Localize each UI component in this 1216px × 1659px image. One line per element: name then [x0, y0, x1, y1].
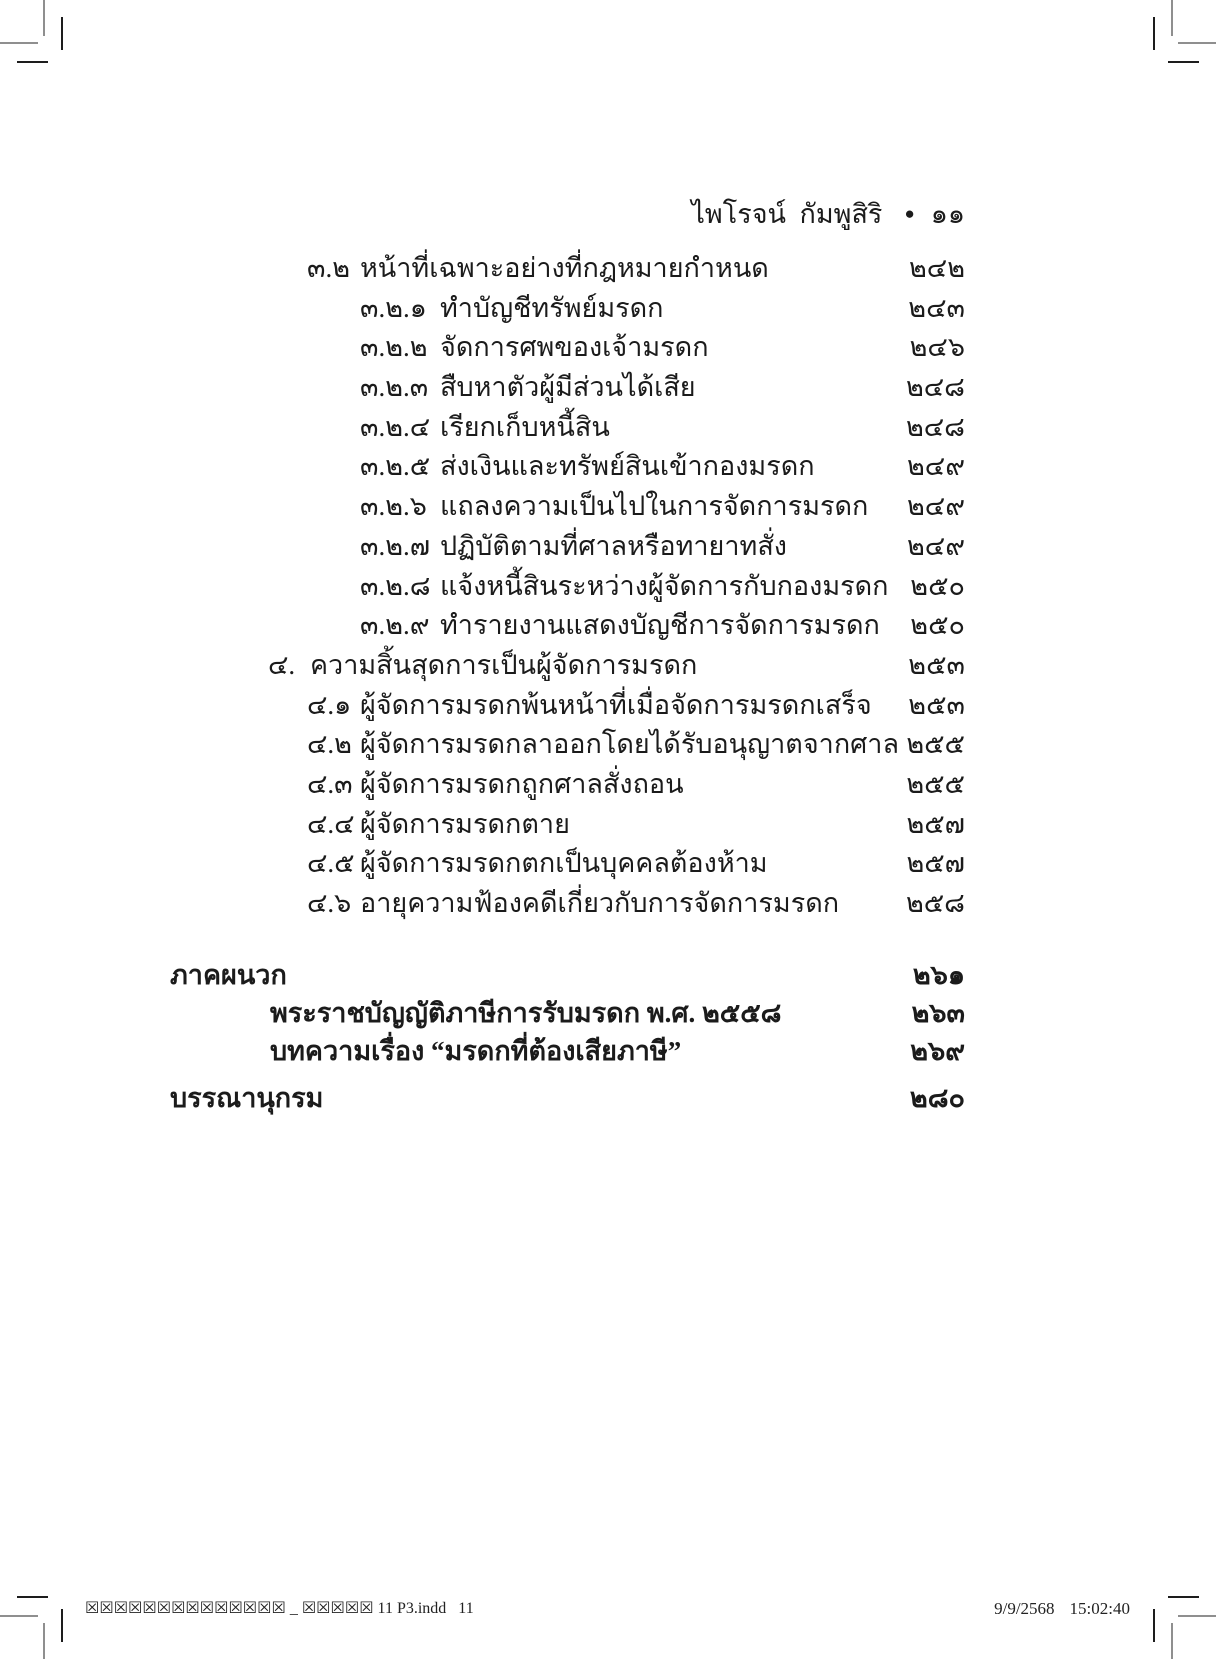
toc-entry-label: แจ้งหนี้สินระหว่างผู้จัดการกับกองมรดก: [440, 570, 889, 601]
toc-list: [170, 249, 965, 924]
back-matter-page: ๒๖๙: [910, 1036, 965, 1066]
toc-entry-label: เรียกเก็บหนี้สิน: [440, 411, 610, 442]
toc-entry-number: ๓.๒: [307, 253, 351, 283]
toc-row: [170, 686, 965, 726]
toc-row: [170, 884, 965, 924]
crop-mark-top-left: [61, 17, 63, 50]
toc-entry-label: ผู้จัดการมรดกถูกศาลสั่งถอน: [360, 768, 684, 799]
toc-entry-page: ๒๔๖: [909, 332, 965, 363]
toc-entry-label: ทำบัญชีทรัพย์มรดก: [440, 292, 664, 323]
crop-mark-bottom-right: [1168, 1596, 1199, 1598]
toc-entry-page: ๒๔๙: [906, 530, 965, 561]
back-matter-page: ๒๖๑: [912, 960, 965, 990]
toc-entry-number: ๔.๔: [307, 808, 355, 839]
back-matter-list: [170, 956, 965, 1117]
toc-entry-page: ๒๔๘: [905, 411, 965, 442]
toc-entry-page: ๒๕๓: [908, 689, 965, 720]
toc-entry-page: ๒๕๗: [906, 808, 965, 839]
print-slug-datetime: [0, 1598, 1130, 1620]
toc-entry-label: ผู้จัดการมรดกตาย: [360, 808, 570, 839]
toc-entry-label: สืบหาตัวผู้มีส่วนได้เสีย: [440, 372, 696, 403]
toc-entry-label: ผู้จัดการมรดกพ้นหน้าที่เมื่อจัดการมรดกเสร็จ: [360, 689, 872, 720]
crop-mark-bottom-right: [1178, 1615, 1216, 1617]
toc-entry-page: ๒๕๕: [906, 768, 965, 799]
crop-mark-top-right: [1171, 0, 1173, 36]
toc-entry-label: ปฏิบัติตามที่ศาลหรือทายาทสั่ง: [440, 530, 787, 561]
toc-entry-number: ๓.๒.๑: [360, 292, 427, 323]
back-matter-row: [170, 1032, 965, 1070]
toc-entry-page: ๒๕๐: [910, 610, 965, 641]
toc-entry-page: ๒๕๗: [906, 848, 965, 879]
bullet-icon: ●: [904, 204, 915, 223]
toc-entry-page: ๒๔๘: [905, 372, 965, 403]
toc-entry-number: ๔.๓: [307, 768, 353, 799]
toc-entry-page: ๒๕๐: [910, 570, 965, 601]
crop-mark-top-left: [17, 61, 48, 63]
crop-mark-bottom-right: [1153, 1609, 1155, 1642]
toc-entry-page: ๒๔๒: [908, 253, 965, 283]
toc-entry-label: แถลงความเป็นไปในการจัดการมรดก: [440, 491, 869, 522]
print-time: 15:02:40: [1069, 1599, 1130, 1618]
toc-row: [170, 408, 965, 448]
back-matter-label: บทความเรื่อง “มรดกที่ต้องเสียภาษี”: [270, 1036, 682, 1066]
author-name: ไพโรจน์ กัมพูสิริ: [691, 199, 883, 229]
toc-entry-number: ๓.๒.๓: [360, 372, 429, 403]
toc-entry-label: ส่งเงินและทรัพย์สินเข้ากองมรดก: [440, 451, 815, 482]
toc-entry-label: ผู้จัดการมรดกลาออกโดยได้รับอนุญาตจากศาล: [360, 729, 900, 760]
back-matter-label: บรรณานุกรม: [170, 1083, 324, 1113]
toc-row: [170, 725, 965, 765]
toc-entry-number: ๓.๒.๗: [360, 530, 431, 561]
crop-mark-top-right: [1168, 61, 1199, 63]
toc-entry-label: หน้าที่เฉพาะอย่างที่กฎหมายกำหนด: [360, 253, 769, 283]
toc-entry-number: ๓.๒.๙: [360, 610, 430, 641]
toc-entry-number: ๓.๒.๘: [360, 570, 431, 601]
toc-entry-number: ๓.๒.๕: [360, 451, 431, 482]
print-date: 9/9/2568: [994, 1599, 1055, 1618]
back-matter-page: ๒๖๓: [911, 998, 965, 1028]
toc-row: [170, 447, 965, 487]
toc-entry-page: ๒๕๕: [906, 729, 965, 760]
toc-entry-page: ๒๕๘: [905, 888, 965, 918]
toc-row: [170, 765, 965, 805]
back-matter-row: [170, 956, 965, 994]
back-matter-row: [170, 1079, 965, 1117]
toc-entry-number: ๓.๒.๒: [360, 332, 428, 363]
toc-entry-label: ความสิ้นสุดการเป็นผู้จัดการมรดก: [310, 649, 698, 680]
crop-mark-top-left: [0, 42, 38, 44]
toc-row: [170, 289, 965, 329]
crop-mark-bottom-right: [1171, 1623, 1173, 1659]
toc-row: [170, 606, 965, 646]
back-matter-label: ภาคผนวก: [170, 960, 287, 990]
toc-row: [170, 567, 965, 607]
crop-mark-bottom-left: [43, 1623, 45, 1659]
toc-entry-page: ๒๔๙: [906, 451, 965, 482]
toc-entry-label: ทำรายงานแสดงบัญชีการจัดการมรดก: [440, 610, 880, 641]
toc-entry-number: ๓.๒.๔: [360, 411, 431, 442]
toc-entry-number: ๔.๒: [307, 729, 352, 760]
toc-entry-page: ๒๕๓: [908, 649, 965, 680]
toc-row: [170, 328, 965, 368]
back-matter-label: พระราชบัญญัติภาษีการรับมรดก พ.ศ. ๒๕๕๘: [270, 998, 782, 1028]
toc-row: [170, 805, 965, 845]
crop-mark-top-right: [1178, 42, 1216, 44]
toc-entry-label: จัดการศพของเจ้ามรดก: [440, 332, 709, 363]
toc-entry-number: ๔.๑: [307, 689, 352, 720]
crop-mark-top-right: [1153, 17, 1155, 50]
toc-entry-page: ๒๔๙: [906, 491, 965, 522]
toc-entry-number: ๔.: [268, 649, 296, 680]
back-matter-page: ๒๘๐: [909, 1083, 965, 1113]
toc-entry-number: ๓.๒.๖: [360, 491, 427, 522]
toc-row: [170, 368, 965, 408]
crop-mark-top-left: [43, 0, 45, 36]
toc-entry-number: ๔.๕: [307, 848, 355, 879]
back-matter-row: [170, 994, 965, 1032]
toc-entry-label: อายุความฟ้องคดีเกี่ยวกับการจัดการมรดก: [360, 888, 840, 918]
toc-row: [170, 249, 965, 289]
toc-entry-page: ๒๔๓: [908, 292, 965, 323]
toc-row: [170, 646, 965, 686]
toc-row: [170, 844, 965, 884]
folio-page-number: ๑๑: [930, 199, 965, 229]
toc-row: [170, 527, 965, 567]
print-slug-filename: ☒☒☒☒☒☒☒☒☒☒☒☒☒☒ _ ☒☒☒☒☒ 11 P3.indd 11: [85, 1600, 474, 1617]
toc-entry-number: ๔.๖: [307, 888, 352, 918]
toc-entry-label: ผู้จัดการมรดกตกเป็นบุคคลต้องห้าม: [360, 848, 768, 879]
toc-row: [170, 487, 965, 527]
